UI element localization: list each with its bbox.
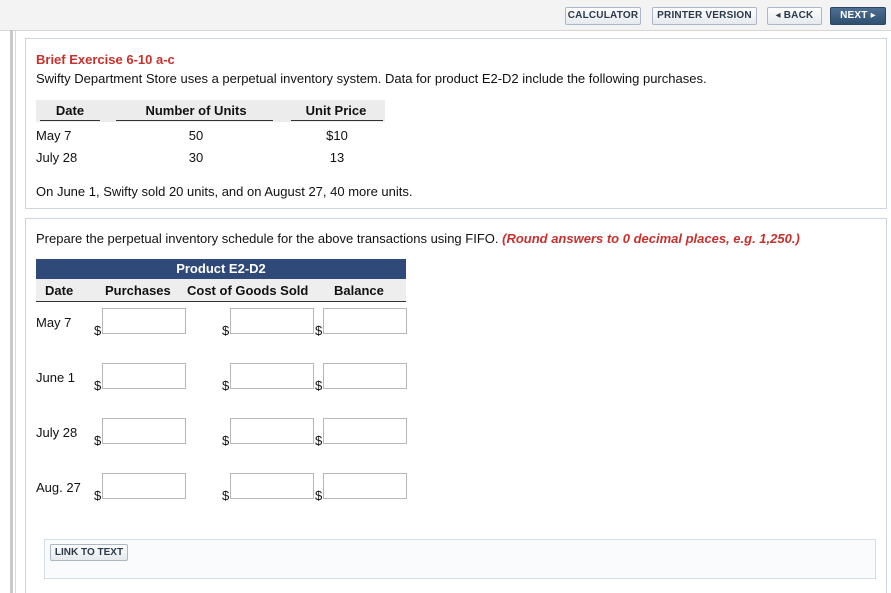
data-header-date: Date (55, 103, 85, 118)
triangle-right-icon: ▸ (870, 10, 876, 21)
data-row-units: 50 (188, 128, 204, 143)
exercise-title: Brief Exercise 6-10 a-c (36, 52, 175, 67)
data-row-date: May 7 (36, 128, 72, 143)
dollar-sign: $ (315, 323, 323, 338)
cogs-input[interactable] (230, 473, 314, 499)
purchases-input[interactable] (102, 418, 186, 444)
exercise-panel (25, 38, 887, 209)
column-header-underline (36, 301, 406, 302)
data-row-date: July 28 (36, 150, 78, 165)
schedule-row-date: July 28 (36, 425, 78, 440)
purchases-input[interactable] (102, 473, 186, 499)
next-button[interactable] (830, 7, 886, 25)
printer-version-button[interactable]: PRINTER VERSION (652, 7, 757, 25)
dollar-sign: $ (222, 488, 230, 503)
left-border-line (15, 30, 16, 593)
cogs-input[interactable] (230, 308, 314, 334)
column-header-date: Date (45, 283, 74, 298)
dollar-sign: $ (94, 378, 102, 393)
dollar-sign: $ (222, 323, 230, 338)
balance-input[interactable] (323, 473, 407, 499)
header-underline-units (116, 120, 273, 121)
top-navigation-bar (0, 0, 891, 31)
back-button-label: BACK (783, 10, 814, 21)
header-underline-date (40, 120, 100, 121)
cogs-input[interactable] (230, 418, 314, 444)
link-to-text-container (44, 539, 876, 579)
cogs-input[interactable] (230, 363, 314, 389)
exercise-description: Swifty Department Store uses a perpetual inventory system. Data for product E2-D2 include the following purchases. (36, 71, 707, 86)
dollar-sign: $ (315, 378, 323, 393)
data-header-price: Unit Price (305, 103, 367, 118)
instruction-main: Prepare the perpetual inventory schedule for the above transactions using FIFO. (36, 231, 499, 246)
question-panel (25, 218, 887, 593)
data-row-price: 13 (329, 150, 345, 165)
balance-input[interactable] (323, 308, 407, 334)
purchases-input[interactable] (102, 308, 186, 334)
dollar-sign: $ (315, 488, 323, 503)
column-header-balance: Balance (334, 283, 384, 298)
dollar-sign: $ (94, 433, 102, 448)
schedule-row-date: May 7 (36, 315, 72, 330)
dollar-sign: $ (222, 378, 230, 393)
product-header: Product E2-D2 (36, 259, 406, 279)
data-row-price: $10 (326, 128, 348, 143)
schedule-row-date: Aug. 27 (36, 480, 81, 495)
instruction-text (36, 231, 800, 246)
dollar-sign: $ (94, 323, 102, 338)
back-button[interactable] (767, 7, 822, 25)
header-underline-price (291, 120, 383, 121)
dollar-sign: $ (94, 488, 102, 503)
balance-input[interactable] (323, 363, 407, 389)
calculator-button[interactable]: CALCULATOR (565, 7, 641, 25)
balance-input[interactable] (323, 418, 407, 444)
schedule-row-date: June 1 (36, 370, 76, 385)
triangle-left-icon: ◂ (775, 10, 781, 21)
sales-note: On June 1, Swifty sold 20 units, and on August 27, 40 more units. (36, 184, 413, 199)
link-to-text-button[interactable]: LINK TO TEXT (50, 544, 128, 561)
data-header-units: Number of Units (145, 103, 247, 118)
dollar-sign: $ (315, 433, 323, 448)
left-border-bar (10, 30, 13, 593)
purchases-input[interactable] (102, 363, 186, 389)
next-button-label: NEXT (840, 10, 868, 21)
data-row-units: 30 (188, 150, 204, 165)
column-header-cogs: Cost of Goods Sold (187, 283, 309, 298)
dollar-sign: $ (222, 433, 230, 448)
rounding-instruction: (Round answers to 0 decimal places, e.g. 1,250.) (502, 231, 800, 246)
column-header-purchases: Purchases (105, 283, 171, 298)
